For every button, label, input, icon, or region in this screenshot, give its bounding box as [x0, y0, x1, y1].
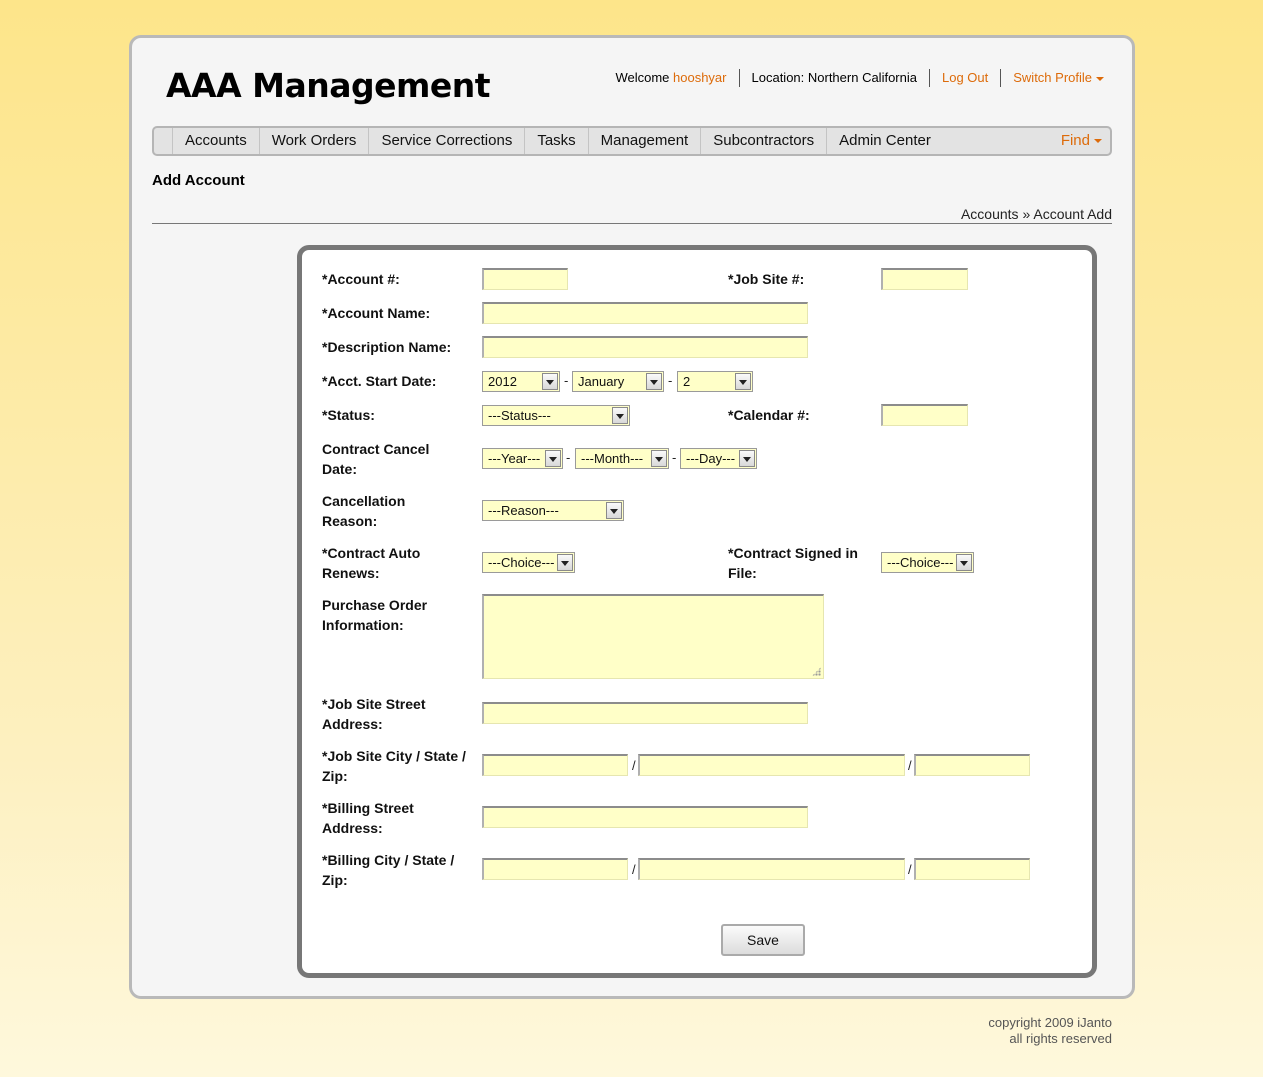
start-day-select[interactable] [677, 371, 753, 392]
job-site-csz-label: *Job Site City / State / Zip: [322, 748, 466, 784]
save-button[interactable]: Save [721, 924, 805, 956]
job-site-street-label: *Job Site Street Address: [322, 696, 426, 732]
divider [152, 223, 1112, 224]
start-year-value: 2012 [488, 374, 517, 389]
nav-item-accounts[interactable]: Accounts [172, 128, 259, 154]
job-site-street-input[interactable] [482, 702, 808, 724]
chevron-down-icon [545, 450, 561, 467]
status-value: ---Status--- [488, 408, 551, 423]
description-name-label: *Description Name: [322, 339, 452, 355]
signed-in-file-select[interactable] [881, 552, 974, 573]
cancel-year-select[interactable] [482, 448, 563, 469]
account-name-label: *Account Name: [322, 305, 431, 321]
date-separator: - [564, 373, 569, 388]
auto-renews-value: ---Choice--- [488, 555, 555, 570]
find-label: Find [1060, 132, 1090, 149]
add-account-form [297, 245, 1097, 978]
account-name-input[interactable] [482, 302, 808, 324]
slash-separator: / [632, 862, 636, 877]
footer [988, 1015, 1112, 1047]
cancel-reason-value: ---Reason--- [488, 503, 559, 518]
billing-zip-input[interactable] [914, 858, 1030, 880]
breadcrumb-accounts[interactable]: Accounts [960, 206, 1019, 222]
chevron-down-icon [739, 450, 755, 467]
cancel-month-select[interactable] [575, 448, 669, 469]
slash-separator: / [908, 758, 912, 773]
cancel-day-select[interactable] [680, 448, 757, 469]
cancel-month-value: ---Month--- [581, 451, 644, 466]
cancel-date-label: Contract Cancel Date: [322, 441, 430, 477]
copyright-text: copyright 2009 iJanto [988, 1015, 1112, 1030]
breadcrumb-current: Account Add [1033, 206, 1112, 222]
rights-text: all rights reserved [1009, 1031, 1112, 1046]
breadcrumb-separator: » [1022, 206, 1031, 222]
resize-grip-icon[interactable] [812, 667, 821, 676]
billing-csz-label: *Billing City / State / Zip: [322, 852, 455, 888]
chevron-down-icon [606, 502, 622, 519]
logout-link[interactable]: Log Out [929, 69, 1000, 87]
chevron-down-icon [651, 450, 667, 467]
job-site-city-input[interactable] [482, 754, 628, 776]
job-site-number-label: *Job Site #: [728, 271, 805, 287]
account-number-input[interactable] [482, 268, 568, 290]
description-name-input[interactable] [482, 336, 808, 358]
calendar-number-input[interactable] [881, 404, 968, 426]
chevron-down-icon [557, 554, 573, 571]
nav-item-subcontractors[interactable]: Subcontractors [700, 128, 826, 154]
start-month-select[interactable] [572, 371, 664, 392]
chevron-down-icon [735, 373, 751, 390]
nav-item-service-corrections[interactable]: Service Corrections [368, 128, 524, 154]
po-info-label: Purchase Order Information: [322, 597, 428, 633]
status-label: *Status: [322, 407, 375, 423]
slash-separator: / [908, 862, 912, 877]
job-site-zip-input[interactable] [914, 754, 1030, 776]
account-number-label: *Account #: [322, 271, 400, 287]
cancel-reason-select[interactable] [482, 500, 624, 521]
slash-separator: / [632, 758, 636, 773]
auto-renews-select[interactable] [482, 552, 575, 573]
find-menu[interactable] [1061, 128, 1102, 154]
breadcrumb [961, 206, 1112, 222]
switch-profile-label: Switch Profile [1013, 70, 1092, 85]
user-bar [615, 69, 1104, 87]
page-title: Add Account [152, 172, 245, 189]
signed-in-file-value: ---Choice--- [887, 555, 954, 570]
username-link[interactable]: hooshyar [673, 70, 727, 85]
chevron-down-icon [646, 373, 662, 390]
cancel-reason-label: Cancellation Reason: [322, 493, 406, 529]
status-select[interactable] [482, 405, 630, 426]
start-year-select[interactable] [482, 371, 560, 392]
start-day-value: 2 [683, 374, 691, 389]
chevron-down-icon [542, 373, 558, 390]
auto-renews-label: *Contract Auto Renews: [322, 545, 421, 581]
date-separator: - [566, 450, 571, 465]
nav-item-tasks[interactable]: Tasks [524, 128, 587, 154]
chevron-down-icon [612, 407, 628, 424]
job-site-state-input[interactable] [638, 754, 905, 776]
date-separator: - [672, 450, 677, 465]
date-separator: - [668, 373, 673, 388]
nav-item-work-orders[interactable]: Work Orders [259, 128, 369, 154]
chevron-down-icon [1096, 77, 1104, 81]
switch-profile-menu[interactable] [1000, 69, 1104, 87]
billing-city-input[interactable] [482, 858, 628, 880]
nav-item-management[interactable]: Management [588, 128, 701, 154]
billing-street-label: *Billing Street Address: [322, 800, 414, 836]
start-date-label: *Acct. Start Date: [322, 373, 437, 389]
cancel-year-value: ---Year--- [488, 451, 541, 466]
nav-item-admin-center[interactable]: Admin Center [826, 128, 943, 154]
billing-street-input[interactable] [482, 806, 808, 828]
calendar-number-label: *Calendar #: [728, 407, 810, 423]
chevron-down-icon [956, 554, 972, 571]
signed-in-file-label: *Contract Signed in File: [728, 545, 858, 581]
main-nav [152, 126, 1112, 156]
job-site-number-input[interactable] [881, 268, 968, 290]
po-info-textarea[interactable] [482, 594, 824, 679]
main-container [129, 35, 1135, 999]
cancel-day-value: ---Day--- [686, 451, 736, 466]
welcome-label: Welcome [615, 70, 670, 85]
location-text: Location: Northern California [739, 69, 929, 87]
app-title: AAA Management [166, 66, 491, 105]
billing-state-input[interactable] [638, 858, 905, 880]
welcome-text [615, 69, 738, 87]
chevron-down-icon [1094, 139, 1102, 143]
start-month-value: January [578, 374, 625, 389]
